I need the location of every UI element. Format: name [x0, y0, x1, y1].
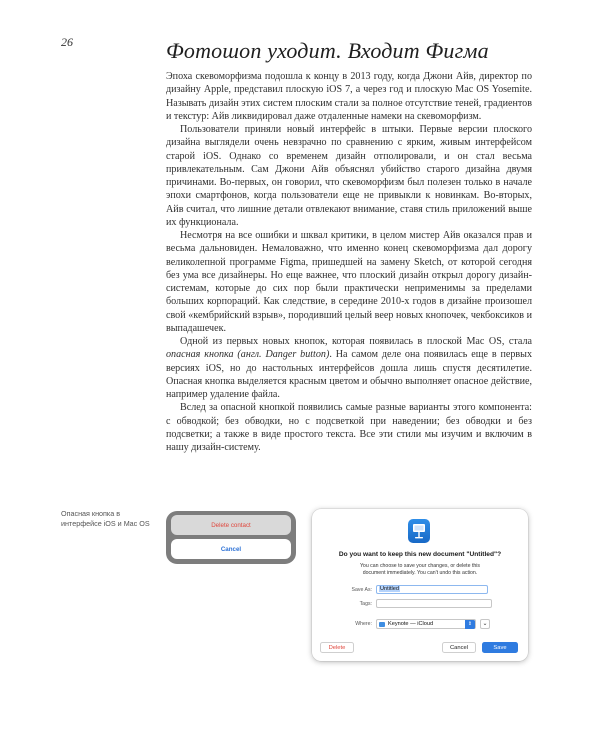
- save-as-label: Save As:: [351, 587, 372, 593]
- dialog-message: You can choose to save your changes, or delete this document immediately. You can't undo this action.: [359, 563, 481, 576]
- paragraph-text: . На самом деле она появилась еще в первых версиях iOS, но до настольных интерфейсов дошла лишь спустя десятилетие. Опасная кнопка выделяется красным цветом и обычно выполняет опасное действие, например удаление файла.: [166, 349, 532, 400]
- keynote-app-icon: [408, 519, 430, 543]
- body-text: [166, 70, 532, 454]
- chevron-down-icon: ⌄: [482, 621, 488, 627]
- page-number: 26: [61, 35, 73, 49]
- where-value: Keynote — iCloud: [388, 621, 434, 627]
- where-label: Where:: [355, 621, 372, 627]
- paragraph: Пользователи приняли новый интерфейс в штыки. Первые версии плоского дизайна выглядели очень невзрачно по сравнению с ярким, живым интерфейсом старой iOS. Однако со временем дизайн отполировали, и он стал весьма привлекательным. Сам Джони Айв объяснял убийство старого дизайна двумя причинами. Во-первых, он говорил, что скевоморфизм был полезен только в начале эпохи смартфонов, когда пользователи еще не привыкли к новинкам. Во-вторых, Айв считал, что лишние детали отвлекают внимание, ставя стиль приложений выше их функционала.: [166, 124, 532, 228]
- paragraph: Несмотря на все ошибки и шквал критики, в целом мистер Айв оказался прав и весьма дальновиден. Немаловажно, что именно конец скевоморфизма дал дорогу великолепной программе Figma, пришедшей на замену Sketch, от которой сегодня без ума все дизайнеры. Но еще важнее, что плоский дизайн открыл дорогу дизайн-системам, которые до сих пор были практически неприменимы за пределами больших корпораций. Как следствие, в середине 2010-х годов в дизайне произошел свой «кембрийский взрыв», породивший целый веер новых кнопочек, чекбоксиков и выпадашечек.: [166, 230, 532, 334]
- ios-action-sheet: [166, 511, 296, 564]
- dialog-title: Do you want to keep this new document "Untitled"?: [338, 551, 502, 558]
- tags-label: Tags:: [359, 601, 372, 607]
- mac-save-button[interactable]: Save: [482, 642, 518, 653]
- figure-caption: Опасная кнопка в интерфейсе iOS и Mac OS: [61, 509, 150, 528]
- where-select[interactable]: [376, 619, 476, 629]
- tags-input[interactable]: [376, 599, 492, 608]
- save-as-input[interactable]: [376, 585, 488, 594]
- paragraph-text: Одной из первых новых кнопок, которая появилась в плоской Mac OS, стала: [180, 336, 532, 347]
- emphasis-term: опасная кнопка (англ. Danger button): [166, 349, 330, 361]
- chapter-title: Фотошоп уходит. Входит Фигма: [166, 38, 489, 63]
- paragraph: Вслед за опасной кнопкой появились самые разные варианты этого компонента: с обводкой; без обводки, но с подсветкой при наведении; без обводки и без подсветки; а также в виде простого текста. Все эти стили мы изучим и включим в нашу дизайн-систему.: [166, 402, 532, 453]
- mac-save-dialog: [312, 509, 528, 661]
- expand-button[interactable]: [480, 619, 490, 629]
- save-as-value: Untitled: [380, 586, 399, 592]
- mac-cancel-button[interactable]: Cancel: [442, 642, 476, 653]
- paragraph: [166, 335, 532, 401]
- paragraph: Эпоха скевоморфизма подошла к концу в 2013 году, когда Джони Айв, директор по дизайну Apple, представил плоскую iOS 7, а через год и плоскую Mac OS Yosemite. Называть дизайн этих систем плоским стали за полное отсутствие теней, градиентов и текстур: Айв ликвидировал даже отдаленные намеки на скевоморфизм.: [166, 71, 532, 122]
- chevron-updown-icon: ⇕: [465, 620, 475, 629]
- ios-cancel-button[interactable]: Cancel: [171, 539, 291, 559]
- folder-icon: [379, 622, 385, 627]
- ios-delete-contact-button[interactable]: Delete contact: [171, 515, 291, 535]
- mac-delete-button[interactable]: Delete: [320, 642, 354, 653]
